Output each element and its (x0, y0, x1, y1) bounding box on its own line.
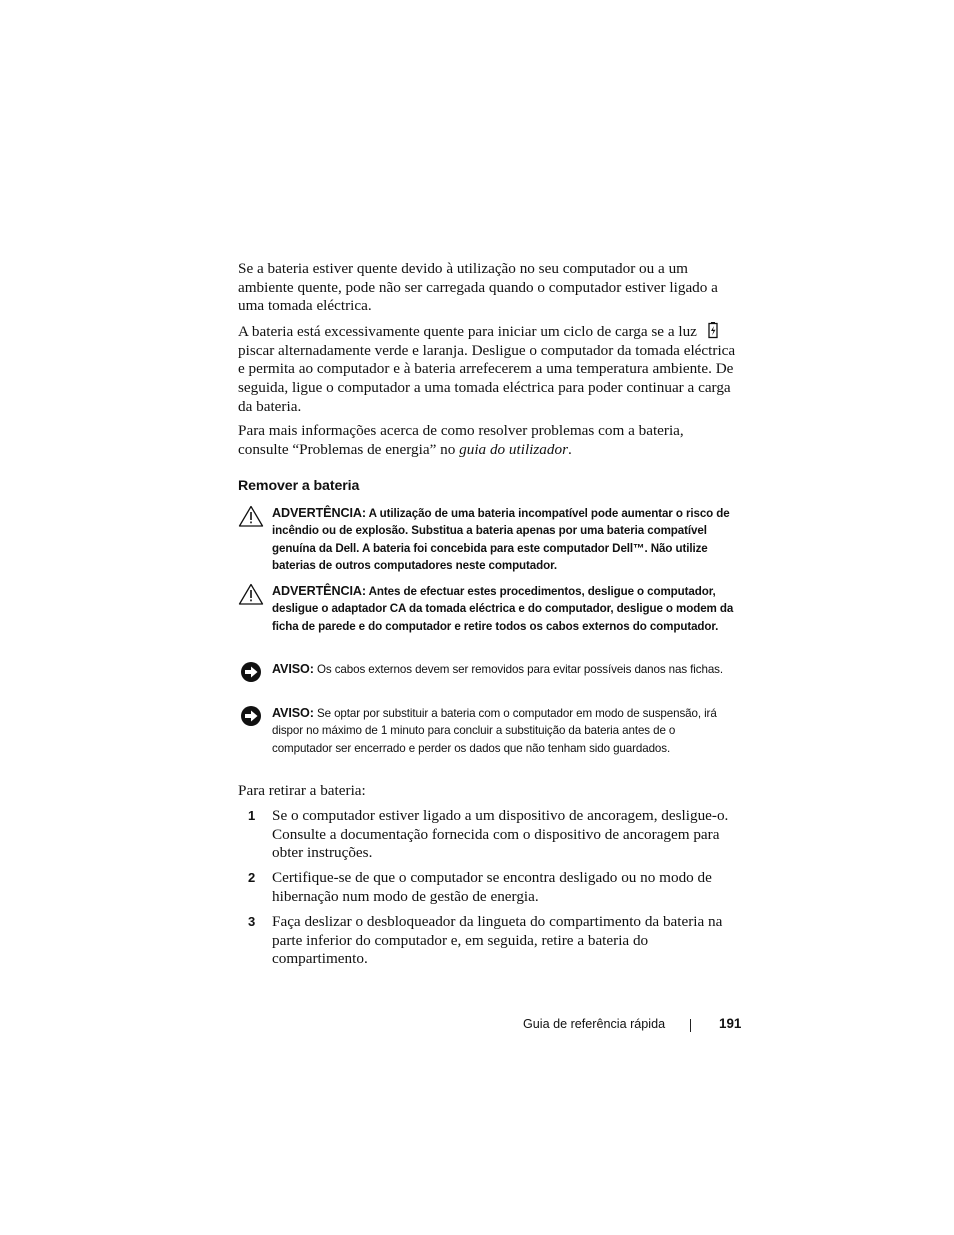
note-text: Se optar por substituir a bateria com o computador em modo de suspensão, irá dispor no máximo de 1 minuto para concluir a substituição da bateria antes de o computador ser encerrado e perder os dados que não tenham sido guardados. (272, 707, 717, 755)
paragraph-text-part: . (568, 440, 572, 458)
paragraph-text-part: A bateria está excessivamente quente para iniciar um ciclo de carga se a luz (238, 323, 697, 340)
step-text: Certifique-se de que o computador se encontra desligado ou no modo de hibernação num modo de gestão de energia. (272, 869, 712, 905)
step-text: Faça deslizar o desbloqueador da lingueta do compartimento da bateria na parte inferior do computador e, em seguida, retire a bateria do compartimento. (272, 913, 723, 968)
step-number: 1 (248, 808, 256, 823)
step-text: Se o computador estiver ligado a um dispositivo de ancoragem, desligue-o. Consulte a documentação fornecida com o dispositivo de ancoragem para obter instruções. (272, 807, 729, 862)
paragraph-more-info (238, 422, 738, 459)
notice-arrow-icon (238, 661, 264, 683)
note-label: AVISO: (272, 706, 314, 720)
note-text: A utilização de uma bateria incompatível pode aumentar o risco de incêndio ou de explosão. Substitua a bateria apenas por uma bateria compatível genuína da Dell. A bateria foi concebida para este computador Dell™. Não utilize baterias de outros computadores neste computador. (272, 507, 730, 573)
warning-triangle-icon (238, 583, 264, 605)
step-number: 3 (248, 914, 256, 929)
battery-status-icon (701, 322, 727, 339)
footer-divider (690, 1019, 691, 1032)
paragraph-text-part: Para mais informações acerca de como resolver problemas com a bateria, consulte “Problemas de energia” no (238, 422, 684, 458)
warning-triangle-icon (238, 505, 264, 527)
section-heading: Remover a bateria (238, 478, 360, 494)
steps-intro: Para retirar a bateria: (238, 782, 366, 799)
paragraph-hot-battery: Se a bateria estiver quente devido à utilização no seu computador ou a um ambiente quente, pode não ser carregada quando o computador estiver ligado a uma tomada eléctrica. (238, 260, 718, 315)
footer-title: Guia de referência rápida (523, 1017, 666, 1031)
page-number: 191 (719, 1016, 742, 1031)
paragraph-text-part: piscar alternadamente verde e laranja. Desligue o computador da tomada eléctrica e permita ao computador e à bateria arrefecerem a uma temperatura ambiente. De seguida, ligue o computador a uma tomada eléctrica para poder continuar a carga da bateria. (238, 341, 736, 415)
note-label: AVISO: (272, 662, 314, 676)
paragraph-battery-light (238, 322, 738, 417)
note-text: Antes de efectuar estes procedimentos, desligue o computador, desligue o adaptador CA da tomada eléctrica e do computador, desligue o modem da ficha de parede e do computador e retire todos os cabos externos do computador. (272, 585, 734, 633)
note-label: ADVERTÊNCIA: (272, 584, 366, 598)
user-guide-reference: guia do utilizador (459, 440, 568, 458)
note-label: ADVERTÊNCIA: (272, 506, 366, 520)
step-number: 2 (248, 870, 256, 885)
notice-arrow-icon (238, 705, 264, 727)
note-text: Os cabos externos devem ser removidos para evitar possíveis danos nas fichas. (313, 663, 723, 676)
